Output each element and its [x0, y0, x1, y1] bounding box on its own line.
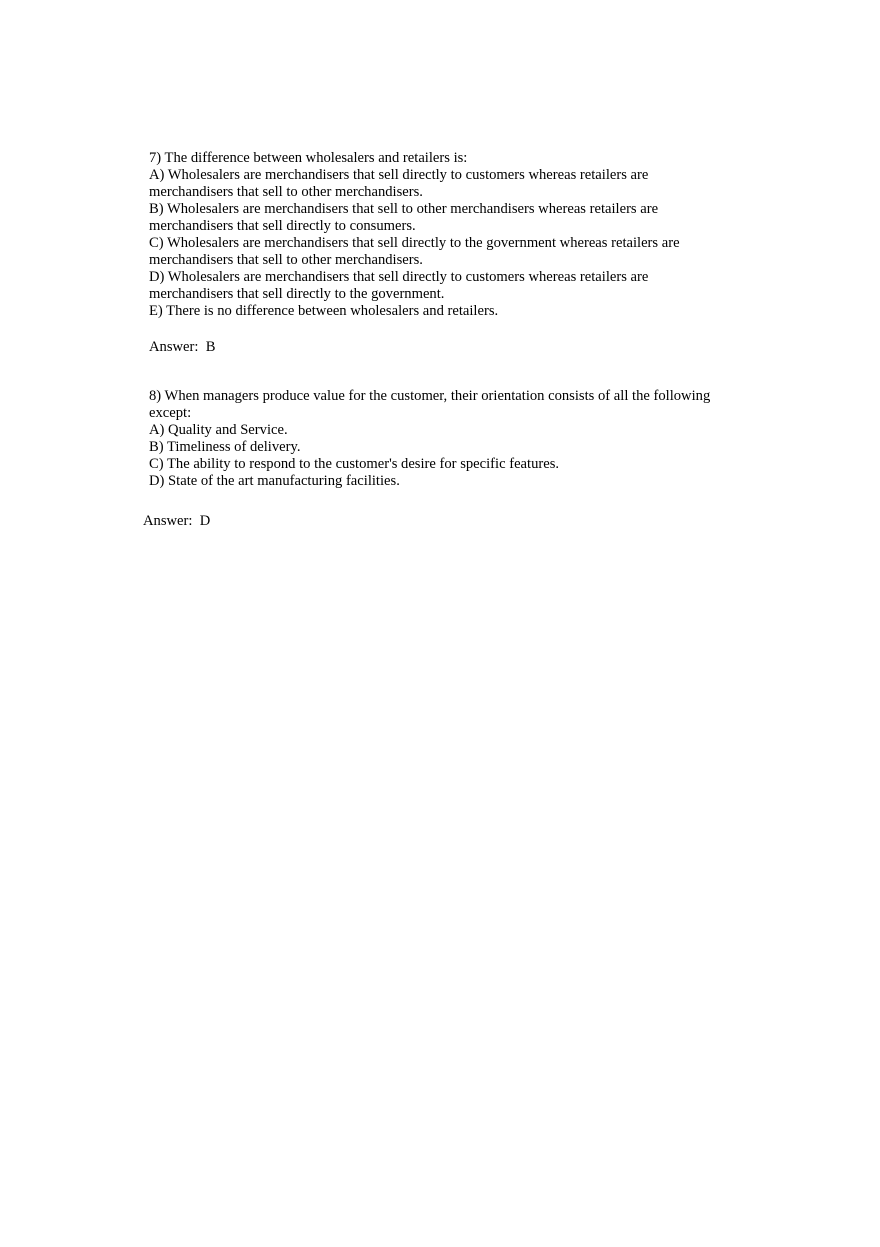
question-7-option-b-line-2: merchandisers that sell directly to consumers. — [149, 218, 416, 234]
question-7-option-e: E) There is no difference between wholesalers and retailers. — [149, 303, 499, 319]
question-8-option-b: B) Timeliness of delivery. — [149, 439, 301, 455]
question-8-option-c: C) The ability to respond to the customer's desire for specific features. — [149, 456, 560, 472]
question-8-stem-line-2: except: — [149, 405, 192, 421]
question-8-option-a: A) Quality and Service. — [149, 422, 288, 438]
question-7-option-a-line-2: merchandisers that sell to other merchandisers. — [149, 184, 423, 200]
question-8-option-d: D) State of the art manufacturing facilities. — [149, 473, 400, 489]
question-7-option-d-line-2: merchandisers that sell directly to the government. — [149, 286, 445, 302]
question-7-option-c-line-1: C) Wholesalers are merchandisers that sell directly to the government whereas retailers are — [149, 235, 680, 251]
question-7-option-d-line-1: D) Wholesalers are merchandisers that sell directly to customers whereas retailers are — [149, 269, 649, 285]
question-7-answer: Answer: B — [149, 339, 216, 355]
question-8-answer: Answer: D — [143, 513, 211, 529]
question-8-stem-line-1: 8) When managers produce value for the customer, their orientation consists of all the following — [149, 388, 711, 404]
question-7-option-c-line-2: merchandisers that sell to other merchandisers. — [149, 252, 423, 268]
question-7-stem: 7) The difference between wholesalers and retailers is: — [149, 150, 468, 166]
question-7-option-b-line-1: B) Wholesalers are merchandisers that sell to other merchandisers whereas retailers are — [149, 201, 659, 217]
question-7-option-a-line-1: A) Wholesalers are merchandisers that sell directly to customers whereas retailers are — [149, 167, 649, 183]
